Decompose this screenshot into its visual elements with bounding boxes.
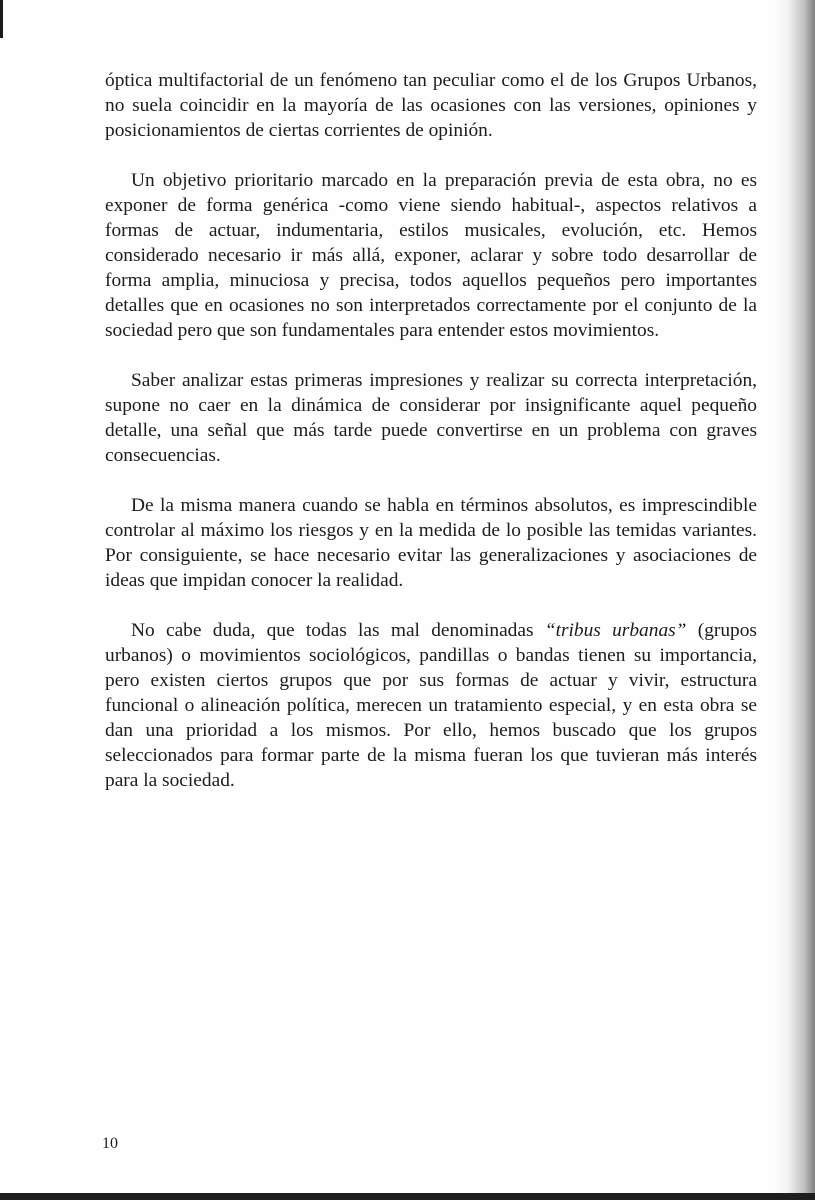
paragraph-1: óptica multifactorial de un fenómeno tan peculiar como el de los Grupos Urbanos, no suela coincidir en la mayoría de las ocasiones con las versiones, opiniones y posicionamientos de ciertas corrientes de opinión. bbox=[105, 70, 757, 141]
binding-shadow bbox=[773, 0, 815, 1200]
body-text bbox=[105, 68, 757, 818]
page-edge-mark bbox=[0, 0, 3, 38]
page-number: 10 bbox=[102, 1135, 118, 1152]
italic-term: “tribus urbanas” bbox=[544, 620, 687, 641]
paragraph-5 bbox=[105, 618, 757, 793]
paragraph-2: Un objetivo prioritario marcado en la preparación previa de esta obra, no es exponer de forma genérica -como viene siendo habitual-, aspectos relativos a formas de actuar, indumentaria, estilos musicales, evolución, etc. Hemos considerado necesario ir más allá, exponer, aclarar y sobre todo desarrollar de forma amplia, minuciosa y precisa, todos aquellos pequeños pero importantes detalles que en ocasiones no son interpretados correctamente por el conjunto de la sociedad pero que son fundamentales para entender estos movimientos. bbox=[105, 170, 757, 341]
paragraph-4: De la misma manera cuando se habla en términos absolutos, es imprescindible controlar al máximo los riesgos y en la medida de lo posible las temidas variantes. Por consiguiente, se hace necesario evitar las generalizaciones y asociaciones de ideas que impidan conocer la realidad. bbox=[105, 495, 757, 591]
page-bottom-edge bbox=[0, 1193, 815, 1200]
paragraph-3: Saber analizar estas primeras impresiones y realizar su correcta interpretación, supone no caer en la dinámica de considerar por insignificante aquel pequeño detalle, una señal que más tarde puede convertirse en un problema con graves consecuencias. bbox=[105, 370, 757, 466]
paragraph-5-start: No cabe duda, que todas las mal denominadas bbox=[131, 620, 545, 641]
paragraph-5-end: (grupos urbanos) o movimientos sociológicos, pandillas o bandas tienen su importancia, pero existen ciertos grupos que por sus formas de actuar y vivir, estructura funcional o alineación política, merecen un tratamiento especial, y en esta obra se dan una prioridad a los mismos. Por ello, hemos buscado que los grupos seleccionados para formar parte de la misma fueran los que tuvieran más interés para la sociedad. bbox=[105, 620, 757, 791]
